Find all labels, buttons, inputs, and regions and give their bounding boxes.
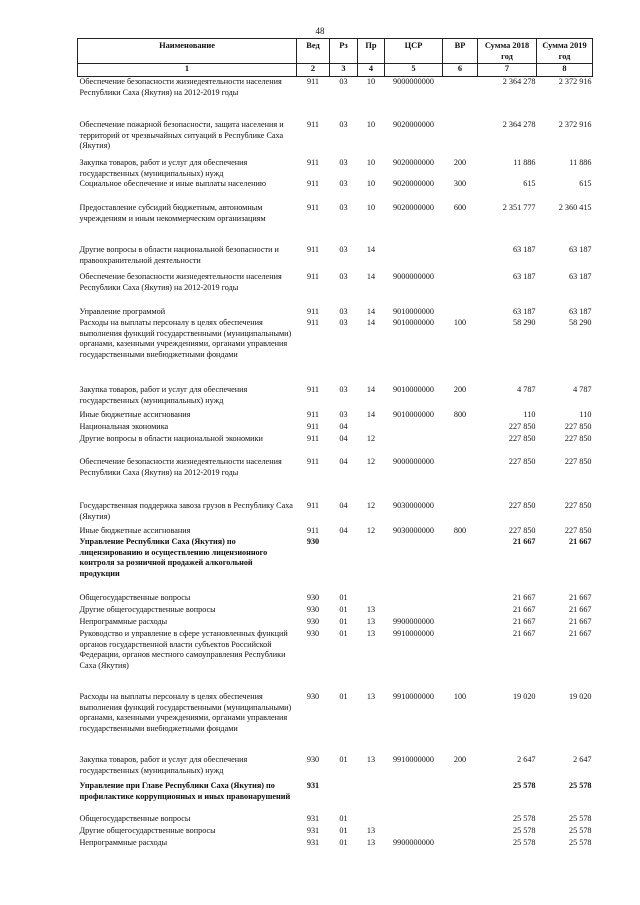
row-ved: 911 (307, 422, 319, 432)
row-sum-2018: 25 578 (512, 826, 536, 836)
row-csr: 9020000000 (393, 203, 434, 213)
row-csr: 9020000000 (393, 119, 434, 129)
row-csr (385, 781, 443, 814)
row-vr: 100 (453, 692, 467, 702)
row-pr: 12 (366, 457, 376, 467)
row-rz: 03 (339, 203, 348, 213)
row-pr: 13 (366, 617, 376, 627)
row-sum-2019: 227 850 (564, 422, 592, 432)
row-ved: 911 (307, 307, 319, 317)
row-name: Государственная поддержка завоза грузов в Республику Саха (Якутия) (79, 501, 293, 521)
row-vr (443, 605, 478, 617)
row-vr (443, 76, 478, 120)
row-vr (443, 457, 478, 501)
row-sum-2019: 110 (579, 410, 592, 420)
row-sum-2019: 2 372 916 (558, 119, 592, 129)
header-vr: ВР (443, 39, 478, 64)
row-vr (443, 814, 478, 826)
row-ved: 930 (306, 605, 320, 615)
row-ved: 911 (307, 318, 319, 328)
row-sum-2019: 21 667 (568, 605, 592, 615)
row-pr: 13 (366, 605, 376, 615)
row-csr (385, 245, 443, 272)
row-vr: 200 (453, 755, 467, 765)
row-csr: 9000000000 (393, 272, 434, 282)
row-pr: 10 (366, 157, 376, 167)
header-number: 1 (78, 63, 297, 76)
row-name: Руководство и управление в сфере установленных функций органов государственной власти субъектов Российской Федерации, органов местного самоуправления Республики Саха (Якутия) (79, 629, 288, 671)
header-number: 7 (478, 63, 537, 76)
row-rz: 03 (339, 179, 348, 189)
row-vr (443, 593, 478, 605)
row-rz: 04 (339, 501, 348, 511)
row-pr (358, 814, 385, 826)
row-pr: 10 (366, 119, 376, 129)
row-csr: 9910000000 (393, 755, 434, 765)
row-ved: 911 (307, 501, 319, 511)
row-vr: 800 (453, 410, 467, 420)
row-sum-2019: 25 578 (568, 838, 592, 848)
row-csr: 9010000000 (393, 307, 434, 317)
row-rz: 03 (339, 410, 348, 420)
row-sum-2018: 21 667 (512, 537, 536, 547)
row-sum-2019: 58 290 (568, 318, 592, 328)
row-vr (443, 537, 478, 593)
row-pr: 14 (366, 272, 376, 282)
row-ved: 911 (307, 457, 319, 467)
row-csr: 9010000000 (393, 410, 434, 420)
row-pr: 13 (366, 838, 376, 848)
table-row (78, 245, 593, 272)
table-row (78, 826, 593, 838)
row-pr: 14 (366, 385, 376, 395)
row-rz: 01 (339, 826, 348, 836)
row-ved: 930 (306, 617, 320, 627)
row-name: Управление программой (79, 307, 166, 317)
table-row (78, 422, 593, 434)
row-ved: 931 (306, 826, 320, 836)
row-sum-2018: 615 (523, 179, 536, 189)
row-ved: 931 (306, 814, 320, 824)
row-csr: 9000000000 (393, 457, 434, 467)
header-rz: Рз (330, 39, 358, 64)
header-number: 8 (537, 63, 593, 76)
row-rz: 01 (339, 605, 348, 615)
row-sum-2019: 63 187 (568, 272, 592, 282)
row-csr: 9000000000 (393, 76, 434, 86)
row-pr: 12 (366, 434, 376, 444)
row-ved: 911 (307, 179, 319, 189)
row-name: Иные бюджетные ассигнования (79, 526, 191, 536)
row-ved: 911 (307, 385, 319, 395)
row-vr (443, 434, 478, 457)
table-row (78, 203, 593, 245)
header-number: 2 (297, 63, 330, 76)
row-rz: 03 (339, 385, 348, 395)
header-number: 3 (330, 63, 358, 76)
row-sum-2018: 25 578 (512, 814, 536, 824)
table-row (78, 457, 593, 501)
table-row (78, 410, 593, 422)
row-pr: 10 (366, 76, 376, 86)
row-csr: 9020000000 (393, 157, 434, 167)
row-sum-2018: 25 578 (512, 838, 536, 848)
row-csr: 9030000000 (393, 501, 434, 511)
table-row (78, 434, 593, 457)
table-row (78, 501, 593, 526)
row-ved: 930 (306, 755, 320, 765)
row-sum-2019: 227 850 (564, 457, 592, 467)
row-pr (358, 593, 385, 605)
row-vr: 800 (453, 526, 467, 536)
row-rz: 04 (339, 434, 348, 444)
row-vr (443, 838, 478, 850)
row-sum-2018: 110 (523, 410, 536, 420)
row-pr: 13 (366, 755, 376, 765)
row-name: Иные бюджетные ассигнования (79, 410, 191, 420)
row-csr: 9020000000 (393, 179, 434, 189)
row-csr (385, 422, 443, 434)
row-pr: 13 (366, 692, 376, 702)
row-sum-2019: 21 667 (568, 537, 592, 547)
row-sum-2019: 2 372 916 (558, 76, 592, 86)
row-vr (443, 307, 478, 318)
row-sum-2018: 63 187 (512, 272, 536, 282)
row-sum-2019: 63 187 (568, 245, 592, 255)
row-pr: 10 (366, 203, 376, 213)
row-sum-2019: 63 187 (568, 307, 592, 317)
header-number: 5 (385, 63, 443, 76)
table-row (78, 629, 593, 692)
row-rz: 01 (339, 593, 348, 603)
table-row (78, 318, 593, 385)
row-pr: 14 (366, 410, 376, 420)
row-ved: 911 (307, 410, 319, 420)
row-sum-2019: 21 667 (568, 617, 592, 627)
row-sum-2018: 227 850 (508, 422, 536, 432)
row-sum-2019: 2 647 (573, 755, 592, 765)
row-csr: 9910000000 (393, 692, 434, 702)
row-ved: 930 (306, 537, 320, 547)
row-vr (443, 245, 478, 272)
row-name: Непрограммные расходы (79, 838, 168, 848)
header-pr: Пр (358, 39, 385, 64)
row-rz: 01 (339, 629, 348, 639)
row-sum-2018: 2 364 278 (502, 119, 536, 129)
row-csr (385, 537, 443, 593)
table-row (78, 593, 593, 605)
row-vr (443, 272, 478, 307)
row-sum-2019: 2 360 415 (558, 203, 592, 213)
row-name: Управление Республики Саха (Якутия) по лицензированию и осуществлению лицензионного контроля за розничной продажей алкогольной продукции (79, 537, 268, 579)
table-row (78, 537, 593, 593)
row-rz: 01 (339, 617, 348, 627)
row-vr: 600 (453, 203, 467, 213)
row-rz: 03 (339, 318, 348, 328)
row-rz (330, 781, 358, 814)
row-rz: 01 (339, 814, 348, 824)
row-vr (443, 617, 478, 629)
row-name: Обеспечение безопасности жизнедеятельности населения Республики Саха (Якутия) на 2012-2019 годы (79, 272, 282, 292)
row-sum-2019: 227 850 (564, 501, 592, 511)
row-vr: 300 (453, 179, 467, 189)
row-vr: 200 (453, 385, 467, 395)
row-name: Расходы на выплаты персоналу в целях обеспечения выполнения функций государственными (муниципальными) органами, казенными учреждениями, органами управления государственными внебюджетными фондами (79, 318, 292, 360)
row-sum-2018: 21 667 (512, 605, 536, 615)
row-sum-2019: 227 850 (564, 526, 592, 536)
row-sum-2019: 21 667 (568, 629, 592, 639)
row-rz: 03 (339, 119, 348, 129)
table-row (78, 120, 593, 158)
header-number: 4 (358, 63, 385, 76)
row-ved: 930 (306, 629, 320, 639)
row-ved: 930 (306, 593, 320, 603)
row-csr (385, 593, 443, 605)
row-name: Расходы на выплаты персоналу в целях обеспечения выполнения функций государственными (муниципальными) органами, казенными учреждениями, органами управления государственными внебюджетными фондами (79, 692, 292, 734)
row-name: Обеспечение безопасности жизнедеятельности населения Республики Саха (Якутия) на 2012-2019 годы (79, 76, 282, 97)
table-row (78, 76, 593, 120)
row-ved: 930 (306, 692, 320, 702)
header-row (78, 39, 593, 64)
row-csr: 9910000000 (393, 629, 434, 639)
row-csr: 9010000000 (393, 385, 434, 395)
table-row (78, 814, 593, 826)
row-ved: 911 (307, 119, 319, 129)
page-number: 48 (315, 26, 325, 36)
row-rz: 03 (339, 307, 348, 317)
row-sum-2018: 227 850 (508, 526, 536, 536)
table-row (78, 526, 593, 537)
table-row (78, 385, 593, 410)
row-name: Закупка товаров, работ и услуг для обеспечения государственных (муниципальных) нужд (79, 755, 248, 775)
row-name: Другие общегосударственные вопросы (79, 826, 216, 836)
table-row (78, 272, 593, 307)
table-row (78, 692, 593, 755)
row-sum-2018: 227 850 (508, 501, 536, 511)
table-row (78, 307, 593, 318)
row-rz: 01 (339, 692, 348, 702)
row-sum-2019: 25 578 (568, 826, 592, 836)
row-sum-2018: 11 886 (513, 157, 536, 167)
row-sum-2018: 25 578 (512, 781, 536, 791)
row-name: Обеспечение безопасности жизнедеятельности населения Республики Саха (Якутия) на 2012-2019 годы (79, 457, 282, 477)
row-rz: 04 (339, 526, 348, 536)
row-name: Другие вопросы в области национальной безопасности и правоохранительной деятельности (79, 245, 279, 265)
row-rz: 04 (339, 422, 348, 432)
row-pr: 13 (366, 826, 376, 836)
row-sum-2018: 227 850 (508, 434, 536, 444)
row-ved: 911 (307, 526, 319, 536)
row-sum-2018: 227 850 (508, 457, 536, 467)
row-name: Обеспечение пожарной безопасности, защита населения и территорий от чрезвычайных ситуаций в Республике Саха (Якутия) (79, 119, 284, 151)
header-number: 6 (443, 63, 478, 76)
row-pr: 12 (366, 526, 376, 536)
row-sum-2018: 63 187 (512, 307, 536, 317)
row-name: Общегосударственные вопросы (79, 593, 191, 603)
row-sum-2019: 227 850 (564, 434, 592, 444)
row-ved: 911 (307, 272, 319, 282)
row-sum-2018: 63 187 (512, 245, 536, 255)
row-sum-2018: 4 787 (517, 385, 536, 395)
row-sum-2019: 11 886 (569, 157, 592, 167)
row-pr: 14 (366, 318, 376, 328)
row-name: Закупка товаров, работ и услуг для обеспечения государственных (муниципальных) нужд (79, 385, 248, 405)
row-pr: 13 (366, 629, 376, 639)
row-rz (330, 537, 358, 593)
header-csr: ЦСР (385, 39, 443, 64)
table-row (78, 617, 593, 629)
table-row (78, 158, 593, 179)
row-sum-2018: 2 364 278 (502, 76, 536, 86)
row-sum-2019: 21 667 (568, 593, 592, 603)
row-vr (443, 501, 478, 526)
row-sum-2018: 19 020 (512, 692, 536, 702)
row-rz: 03 (339, 157, 348, 167)
row-csr: 9900000000 (393, 617, 434, 627)
row-name: Другие общегосударственные вопросы (79, 605, 216, 615)
row-sum-2019: 19 020 (568, 692, 592, 702)
row-sum-2019: 615 (579, 179, 592, 189)
row-csr: 9030000000 (393, 526, 434, 536)
row-name: Непрограммные расходы (79, 617, 168, 627)
row-csr (385, 814, 443, 826)
header-sum-2018: Сумма 2018 год (478, 39, 537, 64)
row-vr (443, 120, 478, 158)
table-row (78, 755, 593, 781)
row-rz: 03 (339, 245, 348, 255)
row-sum-2019: 4 787 (573, 385, 592, 395)
row-sum-2018: 2 647 (517, 755, 536, 765)
row-rz: 03 (339, 76, 348, 86)
row-sum-2018: 21 667 (512, 593, 536, 603)
header-number-row (78, 63, 593, 76)
row-sum-2018: 2 351 777 (502, 203, 536, 213)
row-name: Общегосударственные вопросы (79, 814, 191, 824)
row-rz: 03 (339, 272, 348, 282)
row-csr (385, 434, 443, 457)
row-ved: 931 (306, 838, 320, 848)
header-ved: Вед (297, 39, 330, 64)
row-vr (443, 781, 478, 814)
row-vr (443, 629, 478, 692)
row-ved: 931 (306, 781, 320, 791)
budget-table (77, 38, 593, 850)
row-pr: 14 (366, 245, 376, 255)
row-name: Другие вопросы в области национальной экономики (79, 434, 263, 444)
row-pr (358, 537, 385, 593)
row-ved: 911 (307, 434, 319, 444)
row-name: Национальная экономика (79, 422, 169, 432)
table-row (78, 781, 593, 814)
row-vr: 100 (453, 318, 467, 328)
header-name: Наименование (78, 39, 297, 64)
row-pr (358, 422, 385, 434)
table-row (78, 179, 593, 203)
row-rz: 04 (339, 457, 348, 467)
row-pr: 10 (366, 179, 376, 189)
row-sum-2018: 21 667 (512, 617, 536, 627)
table-row (78, 605, 593, 617)
row-name: Закупка товаров, работ и услуг для обеспечения государственных (муниципальных) нужд (79, 157, 248, 178)
row-name: Управление при Главе Республики Саха (Якутия) по профилактике коррупционных и иных правонарушений (79, 781, 291, 801)
header-sum-2019: Сумма 2019 год (537, 39, 593, 64)
row-vr (443, 422, 478, 434)
row-sum-2019: 25 578 (568, 814, 592, 824)
row-sum-2018: 58 290 (512, 318, 536, 328)
row-rz: 01 (339, 755, 348, 765)
row-pr: 14 (366, 307, 376, 317)
table-body (78, 76, 593, 850)
row-ved: 911 (307, 245, 319, 255)
row-vr: 200 (453, 157, 467, 167)
row-ved: 911 (307, 203, 319, 213)
row-vr (443, 826, 478, 838)
row-csr (385, 605, 443, 617)
row-csr: 9010000000 (393, 318, 434, 328)
row-csr (385, 826, 443, 838)
row-pr: 12 (366, 501, 376, 511)
row-ved: 911 (307, 157, 319, 167)
row-sum-2018: 21 667 (512, 629, 536, 639)
row-sum-2019: 25 578 (568, 781, 592, 791)
row-csr: 9900000000 (393, 838, 434, 848)
row-pr (358, 781, 385, 814)
row-name: Предоставление субсидий бюджетным, автономным учреждениям и иным некоммерческим организациям (79, 203, 266, 223)
table-row (78, 838, 593, 850)
row-ved: 911 (307, 76, 319, 86)
row-name: Социальное обеспечение и иные выплаты населению (79, 179, 266, 189)
row-rz: 01 (339, 838, 348, 848)
